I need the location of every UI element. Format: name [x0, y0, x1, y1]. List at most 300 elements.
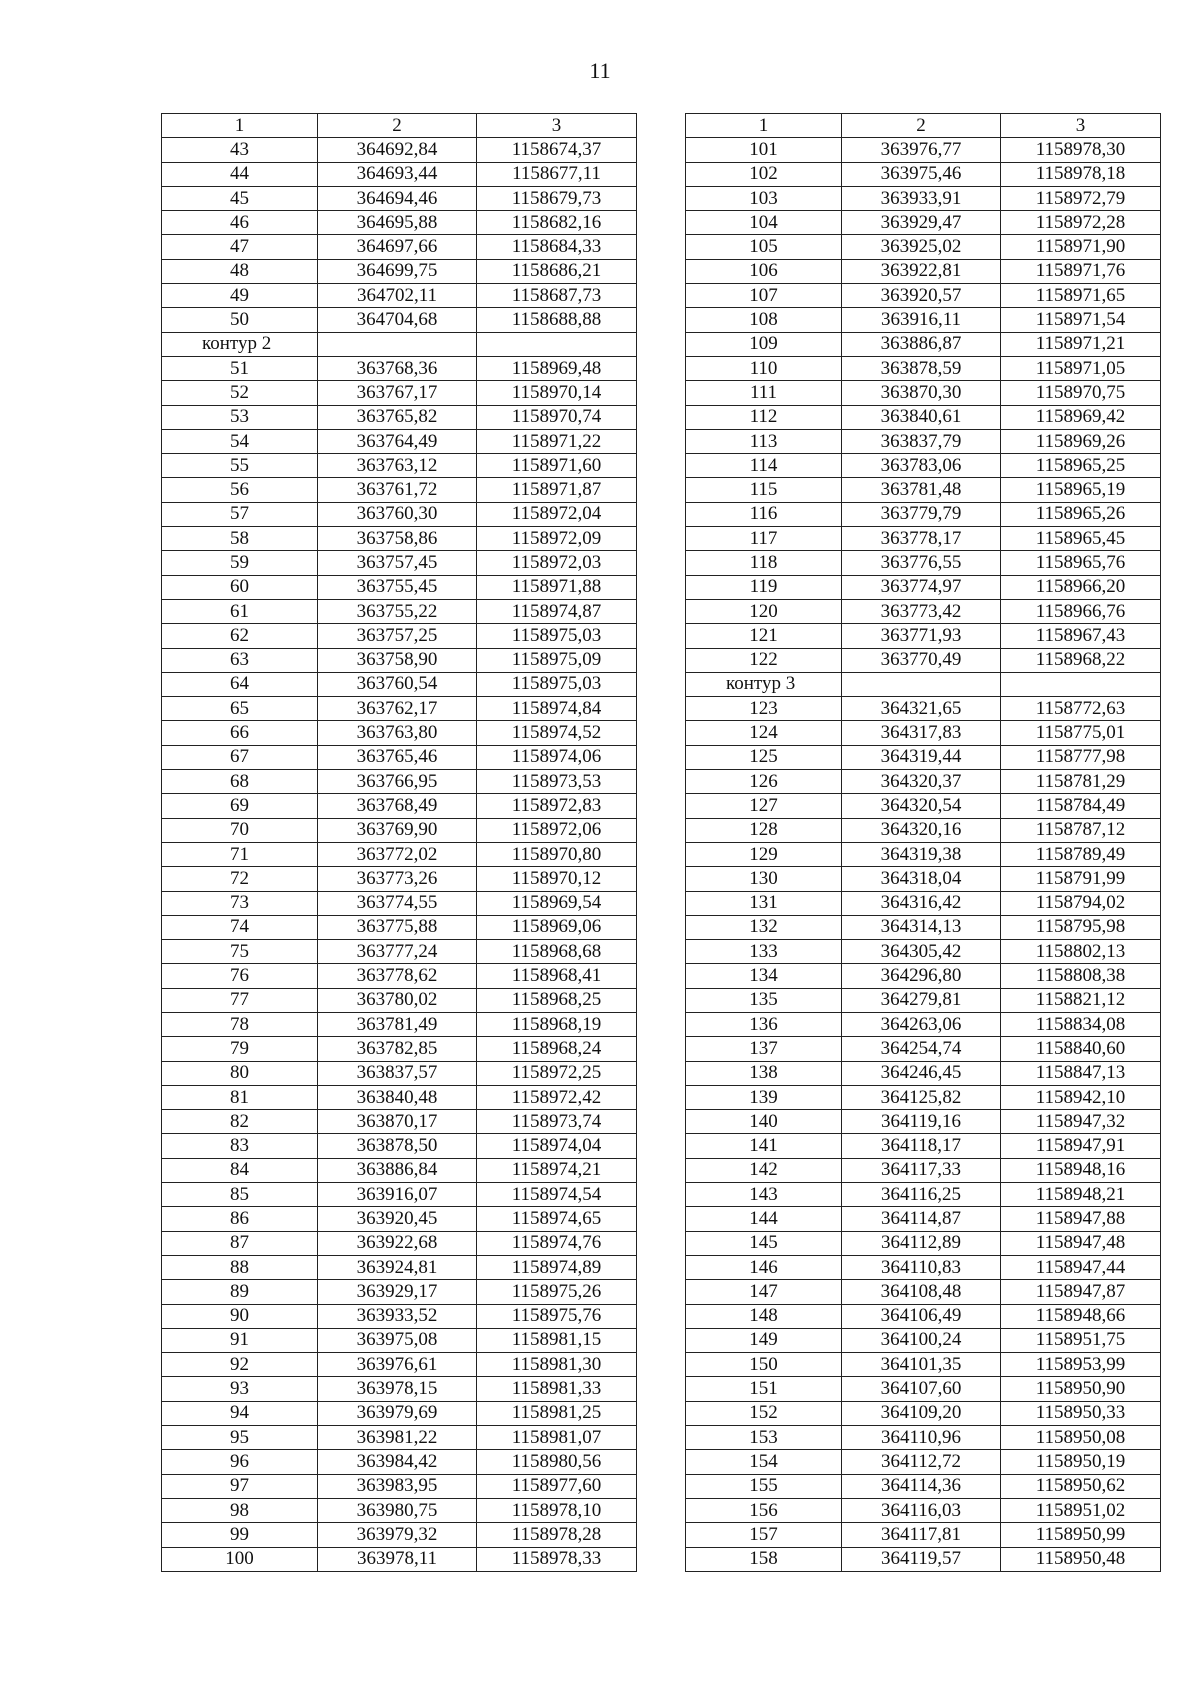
table-row [686, 381, 1161, 405]
table-row [162, 308, 637, 332]
point-number-cell: 100 [162, 1547, 318, 1571]
point-number-cell: 72 [162, 867, 318, 891]
table-row [686, 697, 1161, 721]
coordinates-table-right [685, 113, 1161, 1572]
x-coordinate-cell: 364695,88 [318, 211, 477, 235]
y-coordinate-cell: 1158840,60 [1001, 1037, 1161, 1061]
x-coordinate-cell: 364119,57 [842, 1547, 1001, 1571]
table-row [686, 1280, 1161, 1304]
y-coordinate-cell: 1158948,21 [1001, 1183, 1161, 1207]
y-coordinate-cell: 1158981,07 [477, 1426, 637, 1450]
y-coordinate-cell: 1158975,03 [477, 624, 637, 648]
table-row [162, 1328, 637, 1352]
y-coordinate-cell: 1158974,76 [477, 1231, 637, 1255]
table-row [686, 721, 1161, 745]
x-coordinate-cell: 363929,47 [842, 211, 1001, 235]
x-coordinate-cell: 363782,85 [318, 1037, 477, 1061]
x-coordinate-cell: 364702,11 [318, 284, 477, 308]
point-number-cell: 153 [686, 1426, 842, 1450]
table-row [686, 527, 1161, 551]
table-row [686, 745, 1161, 769]
point-number-cell: 68 [162, 770, 318, 794]
y-coordinate-cell: 1158971,22 [477, 429, 637, 453]
x-coordinate-cell: 363767,17 [318, 381, 477, 405]
point-number-cell: 71 [162, 842, 318, 866]
table-row [686, 1498, 1161, 1522]
y-coordinate-cell: 1158972,28 [1001, 211, 1161, 235]
x-coordinate-cell: 363758,86 [318, 527, 477, 551]
y-coordinate-cell: 1158968,68 [477, 940, 637, 964]
table-row [686, 818, 1161, 842]
y-coordinate-cell: 1158971,76 [1001, 259, 1161, 283]
point-number-cell: 65 [162, 697, 318, 721]
table-row [162, 842, 637, 866]
x-coordinate-cell: 363765,46 [318, 745, 477, 769]
x-coordinate-cell: 364106,49 [842, 1304, 1001, 1328]
x-coordinate-cell: 363758,90 [318, 648, 477, 672]
y-coordinate-cell: 1158686,21 [477, 259, 637, 283]
point-number-cell: 48 [162, 259, 318, 283]
table-row [162, 1085, 637, 1109]
x-coordinate-cell: 364305,42 [842, 940, 1001, 964]
y-coordinate-cell: 1158965,45 [1001, 527, 1161, 551]
table-row [162, 186, 637, 210]
x-coordinate-cell: 363878,59 [842, 356, 1001, 380]
table-row [162, 527, 637, 551]
y-coordinate-cell: 1158971,87 [477, 478, 637, 502]
point-number-cell: 64 [162, 672, 318, 696]
x-coordinate-cell: 363774,97 [842, 575, 1001, 599]
table-row [162, 1304, 637, 1328]
y-coordinate-cell: 1158981,30 [477, 1353, 637, 1377]
point-number-cell: 85 [162, 1183, 318, 1207]
table-row [162, 891, 637, 915]
point-number-cell: 98 [162, 1498, 318, 1522]
x-coordinate-cell: 364254,74 [842, 1037, 1001, 1061]
x-coordinate-cell: 363757,25 [318, 624, 477, 648]
point-number-cell: 124 [686, 721, 842, 745]
y-coordinate-cell: 1158808,38 [1001, 964, 1161, 988]
table-row [162, 770, 637, 794]
point-number-cell: 146 [686, 1255, 842, 1279]
point-number-cell: 115 [686, 478, 842, 502]
point-number-cell: 106 [686, 259, 842, 283]
point-number-cell: 49 [162, 284, 318, 308]
table-header-row [686, 114, 1161, 138]
x-coordinate-cell: 363768,49 [318, 794, 477, 818]
x-coordinate-cell: 364319,44 [842, 745, 1001, 769]
table-row [686, 1328, 1161, 1352]
table-row [162, 599, 637, 623]
y-coordinate-cell: 1158942,10 [1001, 1085, 1161, 1109]
y-coordinate-cell: 1158981,25 [477, 1401, 637, 1425]
x-coordinate-cell: 364314,13 [842, 915, 1001, 939]
y-coordinate-cell: 1158975,26 [477, 1280, 637, 1304]
point-number-cell: 126 [686, 770, 842, 794]
x-coordinate-cell: 363920,45 [318, 1207, 477, 1231]
point-number-cell: 43 [162, 138, 318, 162]
point-number-cell: 99 [162, 1523, 318, 1547]
y-coordinate-cell: 1158981,33 [477, 1377, 637, 1401]
y-coordinate-cell: 1158974,04 [477, 1134, 637, 1158]
y-coordinate-cell: 1158971,05 [1001, 356, 1161, 380]
y-coordinate-cell: 1158981,15 [477, 1328, 637, 1352]
x-coordinate-cell: 363775,88 [318, 915, 477, 939]
x-coordinate-cell: 363920,57 [842, 284, 1001, 308]
table-row [162, 915, 637, 939]
point-number-cell: 137 [686, 1037, 842, 1061]
point-number-cell: 90 [162, 1304, 318, 1328]
y-coordinate-cell: 1158834,08 [1001, 1012, 1161, 1036]
point-number-cell: 93 [162, 1377, 318, 1401]
column-header: 3 [1001, 114, 1161, 138]
point-number-cell: 144 [686, 1207, 842, 1231]
x-coordinate-cell: 363757,45 [318, 551, 477, 575]
point-number-cell: 67 [162, 745, 318, 769]
point-number-cell: 96 [162, 1450, 318, 1474]
x-coordinate-cell: 364320,37 [842, 770, 1001, 794]
table-body [686, 138, 1161, 1572]
y-coordinate-cell: 1158950,62 [1001, 1474, 1161, 1498]
point-number-cell: 58 [162, 527, 318, 551]
x-coordinate-cell: 364101,35 [842, 1353, 1001, 1377]
x-coordinate-cell: 364694,46 [318, 186, 477, 210]
x-coordinate-cell: 364110,83 [842, 1255, 1001, 1279]
x-coordinate-cell: 363840,48 [318, 1085, 477, 1109]
y-coordinate-cell: 1158684,33 [477, 235, 637, 259]
y-coordinate-cell: 1158784,49 [1001, 794, 1161, 818]
y-coordinate-cell: 1158971,90 [1001, 235, 1161, 259]
table-row [162, 721, 637, 745]
x-coordinate-cell: 363979,69 [318, 1401, 477, 1425]
table-row [686, 988, 1161, 1012]
x-coordinate-cell: 364119,16 [842, 1110, 1001, 1134]
x-coordinate-cell: 363975,08 [318, 1328, 477, 1352]
y-coordinate-cell: 1158974,54 [477, 1183, 637, 1207]
table-row [162, 1134, 637, 1158]
y-coordinate-cell: 1158969,42 [1001, 405, 1161, 429]
y-coordinate-cell: 1158947,88 [1001, 1207, 1161, 1231]
point-number-cell: 158 [686, 1547, 842, 1571]
point-number-cell: 44 [162, 162, 318, 186]
x-coordinate-cell: 364318,04 [842, 867, 1001, 891]
point-number-cell: 94 [162, 1401, 318, 1425]
point-number-cell: 138 [686, 1061, 842, 1085]
point-number-cell: 66 [162, 721, 318, 745]
y-coordinate-cell: 1158965,26 [1001, 502, 1161, 526]
x-coordinate-cell: 363976,77 [842, 138, 1001, 162]
x-coordinate-cell: 363772,02 [318, 842, 477, 866]
point-number-cell: 148 [686, 1304, 842, 1328]
x-coordinate-cell: 364116,03 [842, 1498, 1001, 1522]
empty-cell [477, 332, 637, 356]
table-row [162, 1231, 637, 1255]
point-number-cell: 57 [162, 502, 318, 526]
table-row [686, 1377, 1161, 1401]
y-coordinate-cell: 1158772,63 [1001, 697, 1161, 721]
y-coordinate-cell: 1158975,76 [477, 1304, 637, 1328]
x-coordinate-cell: 363765,82 [318, 405, 477, 429]
x-coordinate-cell: 364320,16 [842, 818, 1001, 842]
x-coordinate-cell: 363929,17 [318, 1280, 477, 1304]
y-coordinate-cell: 1158674,37 [477, 138, 637, 162]
table-row [686, 1085, 1161, 1109]
y-coordinate-cell: 1158950,33 [1001, 1401, 1161, 1425]
x-coordinate-cell: 364112,89 [842, 1231, 1001, 1255]
table-row [162, 1450, 637, 1474]
x-coordinate-cell: 364697,66 [318, 235, 477, 259]
x-coordinate-cell: 363761,72 [318, 478, 477, 502]
table-row [686, 308, 1161, 332]
point-number-cell: 53 [162, 405, 318, 429]
y-coordinate-cell: 1158968,22 [1001, 648, 1161, 672]
table-row [686, 842, 1161, 866]
table-row [686, 1401, 1161, 1425]
y-coordinate-cell: 1158969,54 [477, 891, 637, 915]
table-row [162, 745, 637, 769]
point-number-cell: 74 [162, 915, 318, 939]
table-row [686, 1474, 1161, 1498]
y-coordinate-cell: 1158974,84 [477, 697, 637, 721]
table-row [162, 211, 637, 235]
y-coordinate-cell: 1158971,60 [477, 454, 637, 478]
y-coordinate-cell: 1158977,60 [477, 1474, 637, 1498]
table-row [686, 1110, 1161, 1134]
y-coordinate-cell: 1158821,12 [1001, 988, 1161, 1012]
x-coordinate-cell: 363840,61 [842, 405, 1001, 429]
x-coordinate-cell: 364112,72 [842, 1450, 1001, 1474]
y-coordinate-cell: 1158973,53 [477, 770, 637, 794]
table-row [686, 648, 1161, 672]
point-number-cell: 134 [686, 964, 842, 988]
x-coordinate-cell: 363837,57 [318, 1061, 477, 1085]
table-row [162, 575, 637, 599]
x-coordinate-cell: 364114,36 [842, 1474, 1001, 1498]
column-header: 1 [686, 114, 842, 138]
x-coordinate-cell: 363770,49 [842, 648, 1001, 672]
point-number-cell: 88 [162, 1255, 318, 1279]
table-row [162, 162, 637, 186]
table-row [162, 697, 637, 721]
y-coordinate-cell: 1158948,16 [1001, 1158, 1161, 1182]
point-number-cell: 108 [686, 308, 842, 332]
x-coordinate-cell: 363762,17 [318, 697, 477, 721]
page-number: 11 [589, 58, 611, 83]
x-coordinate-cell: 363760,30 [318, 502, 477, 526]
y-coordinate-cell: 1158953,99 [1001, 1353, 1161, 1377]
table-row [686, 1183, 1161, 1207]
y-coordinate-cell: 1158974,65 [477, 1207, 637, 1231]
y-coordinate-cell: 1158966,20 [1001, 575, 1161, 599]
x-coordinate-cell: 363777,24 [318, 940, 477, 964]
point-number-cell: 55 [162, 454, 318, 478]
y-coordinate-cell: 1158687,73 [477, 284, 637, 308]
table-row [686, 1207, 1161, 1231]
point-number-cell: 89 [162, 1280, 318, 1304]
table-row [686, 1523, 1161, 1547]
point-number-cell: 47 [162, 235, 318, 259]
x-coordinate-cell: 364692,84 [318, 138, 477, 162]
table-row [162, 1547, 637, 1571]
table-row [162, 502, 637, 526]
x-coordinate-cell: 364125,82 [842, 1085, 1001, 1109]
table-row [686, 1158, 1161, 1182]
table-row [162, 478, 637, 502]
point-number-cell: 122 [686, 648, 842, 672]
table-row [162, 1523, 637, 1547]
point-number-cell: 157 [686, 1523, 842, 1547]
table-row [162, 551, 637, 575]
table-row [162, 1158, 637, 1182]
empty-cell [1001, 672, 1161, 696]
section-row [162, 332, 637, 356]
x-coordinate-cell: 363922,68 [318, 1231, 477, 1255]
y-coordinate-cell: 1158974,89 [477, 1255, 637, 1279]
point-number-cell: 142 [686, 1158, 842, 1182]
point-number-cell: 141 [686, 1134, 842, 1158]
point-number-cell: 76 [162, 964, 318, 988]
y-coordinate-cell: 1158970,12 [477, 867, 637, 891]
point-number-cell: 70 [162, 818, 318, 842]
column-header: 1 [162, 114, 318, 138]
table-row [162, 964, 637, 988]
point-number-cell: 151 [686, 1377, 842, 1401]
y-coordinate-cell: 1158972,03 [477, 551, 637, 575]
y-coordinate-cell: 1158978,18 [1001, 162, 1161, 186]
point-number-cell: 120 [686, 599, 842, 623]
y-coordinate-cell: 1158682,16 [477, 211, 637, 235]
y-coordinate-cell: 1158777,98 [1001, 745, 1161, 769]
y-coordinate-cell: 1158965,25 [1001, 454, 1161, 478]
y-coordinate-cell: 1158947,44 [1001, 1255, 1161, 1279]
x-coordinate-cell: 363781,49 [318, 1012, 477, 1036]
x-coordinate-cell: 363774,55 [318, 891, 477, 915]
table-row [686, 502, 1161, 526]
point-number-cell: 50 [162, 308, 318, 332]
empty-cell [842, 672, 1001, 696]
point-number-cell: 128 [686, 818, 842, 842]
y-coordinate-cell: 1158971,88 [477, 575, 637, 599]
x-coordinate-cell: 363773,26 [318, 867, 477, 891]
point-number-cell: 123 [686, 697, 842, 721]
y-coordinate-cell: 1158950,90 [1001, 1377, 1161, 1401]
y-coordinate-cell: 1158787,12 [1001, 818, 1161, 842]
y-coordinate-cell: 1158966,76 [1001, 599, 1161, 623]
x-coordinate-cell: 363768,36 [318, 356, 477, 380]
point-number-cell: 45 [162, 186, 318, 210]
x-coordinate-cell: 364320,54 [842, 794, 1001, 818]
table-row [686, 551, 1161, 575]
x-coordinate-cell: 363870,17 [318, 1110, 477, 1134]
y-coordinate-cell: 1158978,28 [477, 1523, 637, 1547]
point-number-cell: 125 [686, 745, 842, 769]
table-row [162, 1037, 637, 1061]
table-row [686, 915, 1161, 939]
x-coordinate-cell: 363781,48 [842, 478, 1001, 502]
table-row [686, 1353, 1161, 1377]
point-number-cell: 69 [162, 794, 318, 818]
column-header: 3 [477, 114, 637, 138]
table-row [686, 1061, 1161, 1085]
point-number-cell: 91 [162, 1328, 318, 1352]
table-row [162, 672, 637, 696]
point-number-cell: 86 [162, 1207, 318, 1231]
table-row [162, 429, 637, 453]
point-number-cell: 107 [686, 284, 842, 308]
coordinates-table-left [161, 113, 637, 1572]
point-number-cell: 118 [686, 551, 842, 575]
x-coordinate-cell: 363783,06 [842, 454, 1001, 478]
point-number-cell: 92 [162, 1353, 318, 1377]
y-coordinate-cell: 1158974,21 [477, 1158, 637, 1182]
table-row [686, 1231, 1161, 1255]
table-row [162, 356, 637, 380]
y-coordinate-cell: 1158970,74 [477, 405, 637, 429]
x-coordinate-cell: 363878,50 [318, 1134, 477, 1158]
table-row [162, 648, 637, 672]
point-number-cell: 149 [686, 1328, 842, 1352]
y-coordinate-cell: 1158947,48 [1001, 1231, 1161, 1255]
table-row [686, 1450, 1161, 1474]
x-coordinate-cell: 363933,52 [318, 1304, 477, 1328]
x-coordinate-cell: 364704,68 [318, 308, 477, 332]
x-coordinate-cell: 363925,02 [842, 235, 1001, 259]
table-row [686, 332, 1161, 356]
table-row [162, 1353, 637, 1377]
point-number-cell: 156 [686, 1498, 842, 1522]
y-coordinate-cell: 1158679,73 [477, 186, 637, 210]
point-number-cell: 103 [686, 186, 842, 210]
table-row [162, 867, 637, 891]
point-number-cell: 143 [686, 1183, 842, 1207]
y-coordinate-cell: 1158950,48 [1001, 1547, 1161, 1571]
x-coordinate-cell: 363776,55 [842, 551, 1001, 575]
section-label: контур 2 [162, 332, 318, 356]
point-number-cell: 61 [162, 599, 318, 623]
y-coordinate-cell: 1158775,01 [1001, 721, 1161, 745]
point-number-cell: 83 [162, 1134, 318, 1158]
y-coordinate-cell: 1158969,06 [477, 915, 637, 939]
y-coordinate-cell: 1158980,56 [477, 1450, 637, 1474]
table-row [162, 794, 637, 818]
point-number-cell: 112 [686, 405, 842, 429]
point-number-cell: 121 [686, 624, 842, 648]
table-row [686, 1134, 1161, 1158]
x-coordinate-cell: 364693,44 [318, 162, 477, 186]
table-row [162, 1012, 637, 1036]
y-coordinate-cell: 1158965,19 [1001, 478, 1161, 502]
table-row [686, 1426, 1161, 1450]
point-number-cell: 102 [686, 162, 842, 186]
y-coordinate-cell: 1158948,66 [1001, 1304, 1161, 1328]
point-number-cell: 132 [686, 915, 842, 939]
table-row [162, 624, 637, 648]
y-coordinate-cell: 1158974,87 [477, 599, 637, 623]
column-header: 2 [842, 114, 1001, 138]
table-row [686, 575, 1161, 599]
table-row [686, 162, 1161, 186]
point-number-cell: 116 [686, 502, 842, 526]
table-row [686, 429, 1161, 453]
y-coordinate-cell: 1158972,25 [477, 1061, 637, 1085]
point-number-cell: 111 [686, 381, 842, 405]
table-row [162, 405, 637, 429]
table-row [686, 867, 1161, 891]
table-row [162, 284, 637, 308]
point-number-cell: 84 [162, 1158, 318, 1182]
point-number-cell: 52 [162, 381, 318, 405]
x-coordinate-cell: 364109,20 [842, 1401, 1001, 1425]
